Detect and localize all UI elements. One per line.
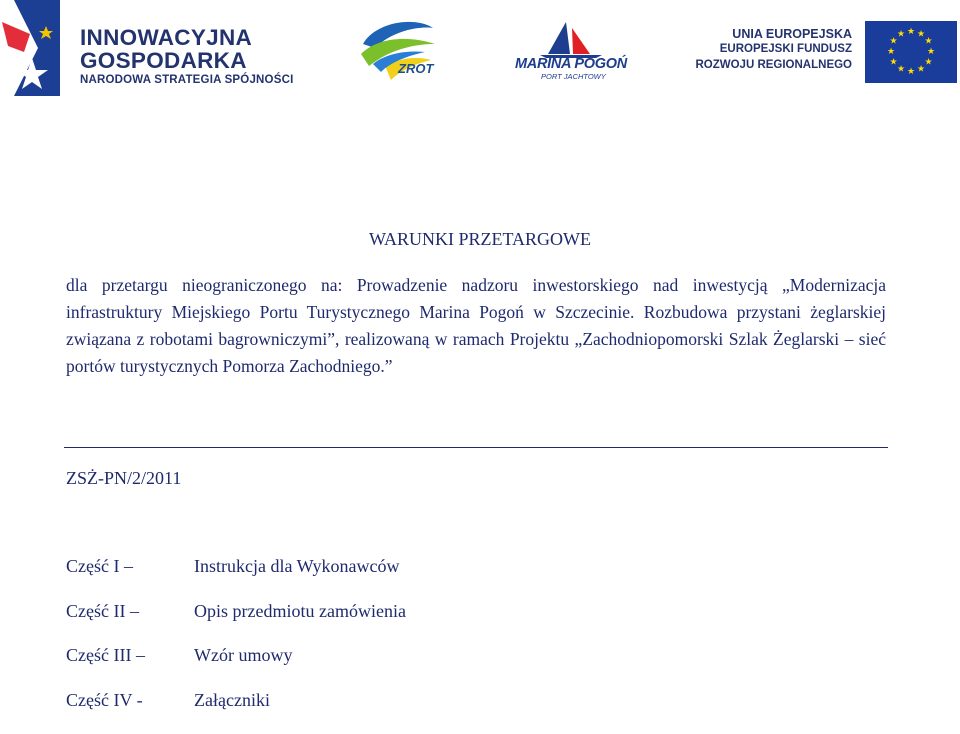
zrot-logo-text: ZROT xyxy=(398,61,433,76)
sailboat-icon xyxy=(510,22,628,58)
logo-ig-line3: NARODOWA STRATEGIA SPÓJNOŚCI xyxy=(80,74,293,86)
svg-text:★: ★ xyxy=(917,65,925,75)
part-title: Wzór umowy xyxy=(194,645,292,666)
part-title: Opis przedmiotu zamówienia xyxy=(194,601,406,622)
tender-description: dla przetargu nieograniczonego na: Prowadzenie nadzoru inwestorskiego nad inwestycją „Modernizacja infrastruktury Miejskiego Portu Turystycznego Marina Pogoń w Szczecinie. Rozbudowa przystani żeglarskiej związana z robotami bagrowniczymi”, realizowaną w ramach Projektu „Zachodniopomorski Szlak Żeglarski – sieć portów turystycznych Pomorza Zachodniego.” xyxy=(66,272,886,380)
list-item xyxy=(66,601,566,646)
svg-text:★: ★ xyxy=(924,37,932,47)
part-title: Instrukcja dla Wykonawców xyxy=(194,556,400,577)
list-item xyxy=(66,690,566,734)
marina-logo-name: MARINA POGOŃ xyxy=(515,56,627,72)
parts-list xyxy=(66,556,566,734)
eu-logo-line1: UNIA EUROPEJSKA xyxy=(732,27,852,41)
svg-text:★: ★ xyxy=(887,47,895,57)
list-item xyxy=(66,556,566,601)
part-label: Część IV - xyxy=(66,690,143,711)
eu-flag-icon xyxy=(865,21,957,83)
svg-text:★: ★ xyxy=(889,37,897,47)
svg-text:★: ★ xyxy=(917,30,925,40)
svg-text:★: ★ xyxy=(907,67,915,77)
part-label: Część I – xyxy=(66,556,133,577)
logo-ig-line2: GOSPODARKA xyxy=(80,48,247,74)
list-item xyxy=(66,645,566,690)
svg-text:★: ★ xyxy=(927,47,935,57)
part-label: Część III – xyxy=(66,645,145,666)
svg-text:★: ★ xyxy=(889,58,897,68)
eu-logo-line2: EUROPEJSKI FUNDUSZ xyxy=(720,43,852,55)
divider-line xyxy=(64,447,888,448)
eu-logo-line3: ROZWOJU REGIONALNEGO xyxy=(695,59,852,71)
part-label: Część II – xyxy=(66,601,139,622)
part-title: Załączniki xyxy=(194,690,270,711)
reference-number: ZSŻ-PN/2/2011 xyxy=(66,468,181,489)
marina-logo-subtitle: PORT JACHTOWY xyxy=(541,72,606,81)
logo-ig-line1: INNOWACYJNA xyxy=(80,25,252,51)
svg-text:★: ★ xyxy=(907,27,915,37)
svg-text:★: ★ xyxy=(924,58,932,68)
svg-text:★: ★ xyxy=(897,65,905,75)
innowacyjna-gospodarka-emblem-icon xyxy=(2,0,64,96)
innowacyjna-gospodarka-logo xyxy=(0,0,290,98)
document-title: WARUNKI PRZETARGOWE xyxy=(0,229,960,250)
svg-text:★: ★ xyxy=(897,30,905,40)
